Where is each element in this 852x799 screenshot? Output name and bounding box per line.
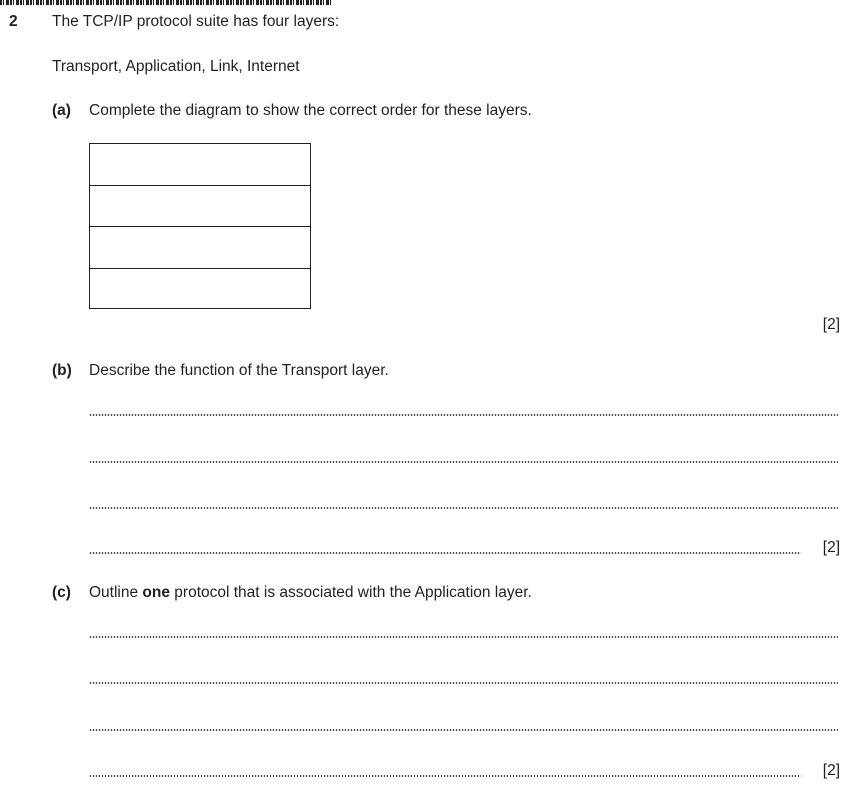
part-c-text-before: Outline <box>89 584 143 601</box>
layers-list: Transport, Application, Link, Internet <box>52 58 300 75</box>
answer-line-b4[interactable] <box>89 552 801 554</box>
answer-line-c3[interactable] <box>89 729 838 731</box>
part-b-text: Describe the function of the Transport layer. <box>89 362 389 379</box>
part-c-text-after: protocol that is associated with the Application layer. <box>169 584 532 601</box>
answer-line-c1[interactable] <box>89 636 838 638</box>
layer-slot-3[interactable] <box>90 227 310 269</box>
part-c-text <box>89 584 532 602</box>
answer-line-b2[interactable] <box>89 461 838 463</box>
answer-line-c4[interactable] <box>89 775 801 777</box>
part-c-emphasis: one <box>142 584 170 601</box>
answer-line-b3[interactable] <box>89 507 838 509</box>
part-b-label: (b) <box>52 362 72 379</box>
part-a-text: Complete the diagram to show the correct order for these layers. <box>89 102 532 119</box>
question-stem: The TCP/IP protocol suite has four layers: <box>52 13 340 30</box>
layer-slot-1[interactable] <box>90 144 310 186</box>
part-a-label: (a) <box>52 102 71 119</box>
part-c-label: (c) <box>52 584 71 601</box>
barcode-strip <box>0 0 331 5</box>
layer-order-diagram <box>89 143 311 309</box>
part-c-marks: [2] <box>822 762 840 779</box>
part-b-marks: [2] <box>822 539 840 556</box>
layer-slot-2[interactable] <box>90 186 310 228</box>
answer-line-c2[interactable] <box>89 682 838 684</box>
layer-slot-4[interactable] <box>90 269 310 311</box>
part-a-marks: [2] <box>822 316 840 333</box>
answer-line-b1[interactable] <box>89 414 838 416</box>
question-number: 2 <box>9 13 18 30</box>
